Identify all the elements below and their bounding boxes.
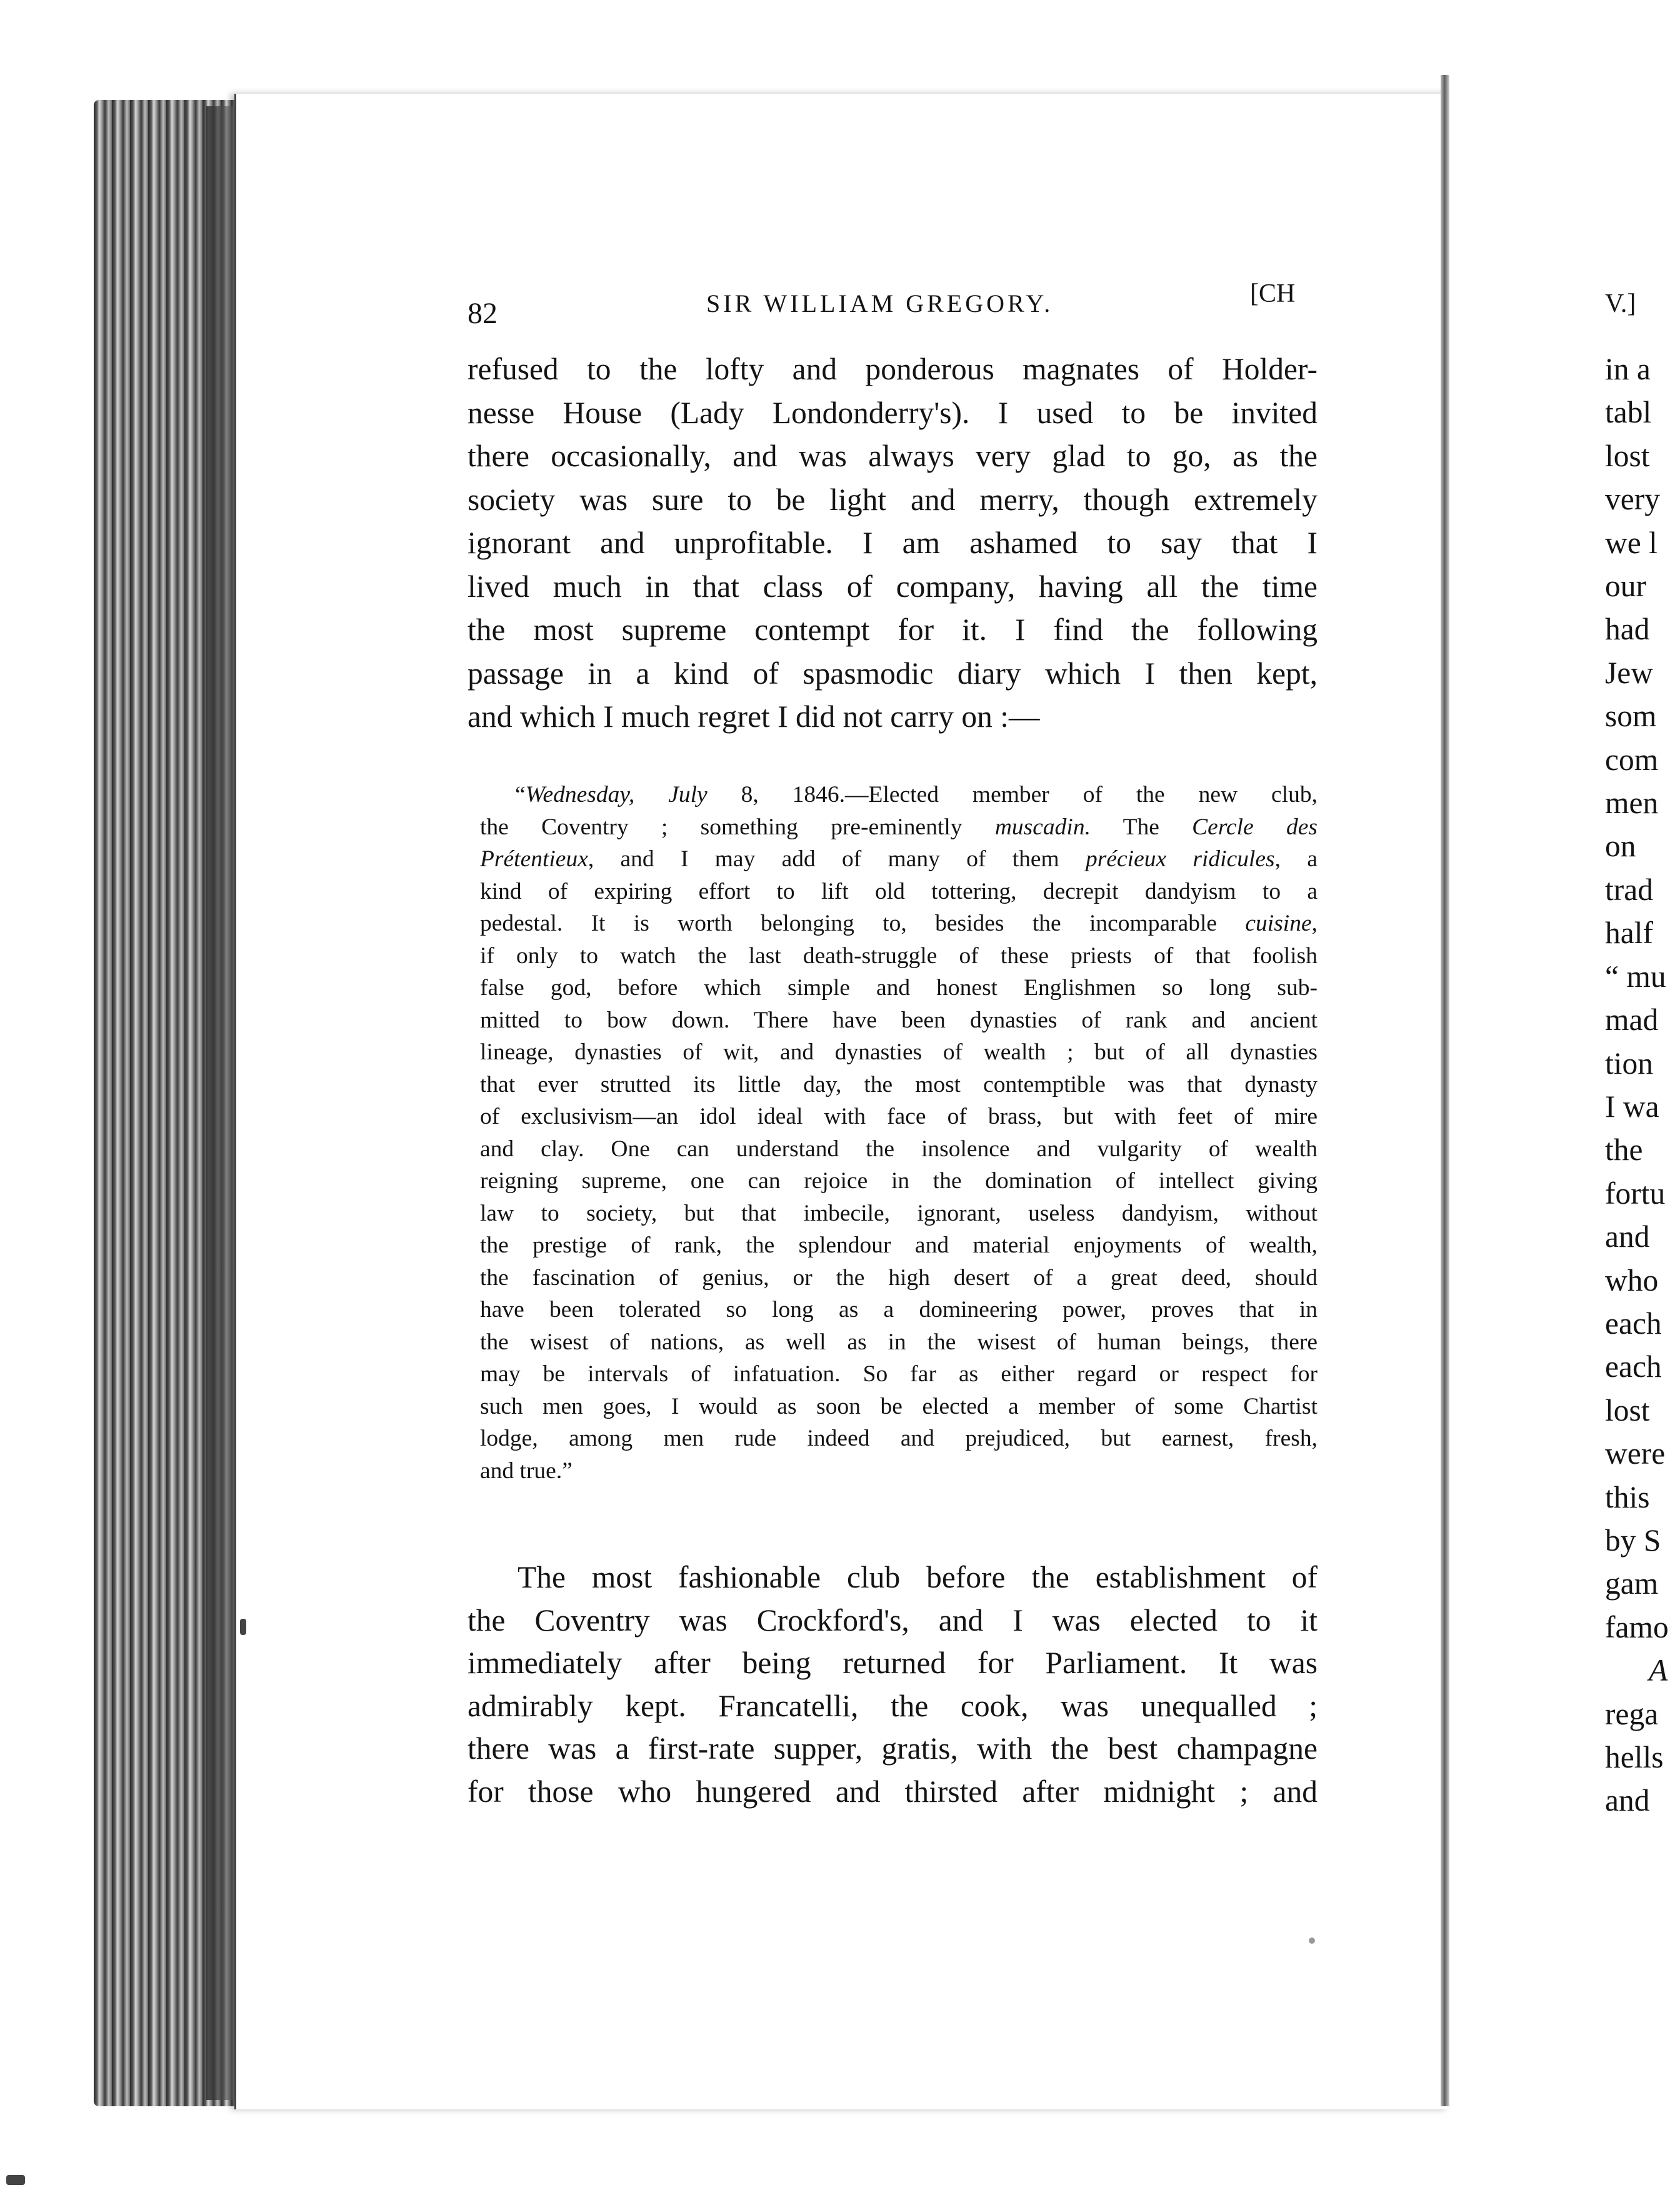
quote-text: pedestal. It is worth belonging to, besides the incomparable (480, 911, 1246, 936)
body-line: society was sure to be light and merry, though extremely (468, 482, 1318, 517)
quote-line: if only to watch the last death-struggle of these priests of that foolish (480, 942, 1318, 969)
quote-text: the Coventry ; something pre-eminently (480, 814, 995, 840)
fragment-line: half (1605, 916, 1653, 951)
quote-line (480, 811, 1318, 844)
quote-line: law to society, but that imbecile, ignorant, useless dandyism, without (480, 1200, 1318, 1226)
quote-line: and true.” (480, 1458, 572, 1484)
fragment-line: each (1605, 1349, 1662, 1384)
quote-text: , a (1274, 846, 1318, 872)
fragment-line: com (1605, 742, 1659, 777)
body-paragraph-2 (468, 1556, 1318, 1813)
quote-line (480, 843, 1318, 876)
body-line: refused to the lofty and ponderous magnates of Holder- (468, 352, 1318, 386)
fragment-line: famo (1605, 1609, 1669, 1644)
fragment-line: som (1605, 699, 1657, 734)
running-title: SIR WILLIAM GREGORY. (706, 289, 1054, 318)
quote-line: the wisest of nations, as well as in the wisest of human beings, there (480, 1329, 1318, 1355)
body-line: nesse House (Lady Londonderry's). I used to be invited (468, 395, 1318, 430)
page-number: 82 (468, 297, 498, 330)
quote-line: may be intervals of infatuation. So far as either regard or respect for (480, 1361, 1318, 1387)
fragment-line: rega (1605, 1696, 1659, 1731)
quote-text: , and I may add of many of them (588, 846, 1086, 872)
fragment-line: mad (1605, 1002, 1659, 1038)
quote-italic-text: muscadin. (994, 814, 1091, 840)
fragment-line: by S (1605, 1522, 1661, 1558)
body-line: for those who hungered and thirsted after midnight ; and (468, 1774, 1318, 1809)
fragment-line: lost (1605, 1392, 1650, 1428)
fragment-line: men (1605, 786, 1659, 821)
body-line: there occasionally, and was always very glad to go, as the (468, 439, 1318, 473)
body-line: lived much in that class of company, having all the time (468, 569, 1318, 604)
fragment-line: and (1605, 1783, 1650, 1818)
scan-speck (6, 2175, 25, 2185)
quote-line: the fascination of genius, or the high desert of a great deed, should (480, 1264, 1318, 1291)
fragment-line: very (1605, 482, 1660, 517)
body-paragraph-1 (468, 348, 1318, 739)
fragment-line: tabl (1605, 395, 1652, 430)
quote-line: the prestige of rank, the splendour and material enjoyments of wealth, (480, 1232, 1318, 1258)
quote-line: kind of expiring effort to lift old tottering, decrepit dandyism to a (480, 878, 1318, 904)
quote-line: lodge, among men rude indeed and prejudiced, but earnest, fresh, (480, 1426, 1318, 1451)
body-line: ignorant and unprofitable. I am ashamed to say that I (468, 526, 1318, 560)
quote-text: The (1090, 814, 1192, 840)
fragment-line: hells (1605, 1740, 1664, 1774)
fragment-line: fortu (1605, 1176, 1666, 1211)
quote-open-mark: “ (515, 782, 526, 808)
quote-line: false god, before which simple and honest Englishmen so long sub- (480, 975, 1318, 1001)
quote-date-rest: 8, 1846.—Elected member of the new club, (707, 782, 1318, 808)
body-line: and which I much regret I did not carry on :— (468, 699, 1040, 734)
fragment-line: our (1605, 569, 1646, 604)
fragment-line: on (1605, 829, 1636, 864)
fragment-line: A (1649, 1653, 1668, 1688)
right-chapter-mark: V.] (1605, 289, 1636, 318)
fragment-line: and (1605, 1219, 1650, 1254)
fragment-line: were (1605, 1436, 1666, 1471)
quote-line: that ever strutted its little day, the most contemptible was that dynasty (480, 1071, 1318, 1098)
fragment-line: tion (1605, 1046, 1654, 1081)
quote-italic-text: cuisine (1245, 911, 1312, 936)
fragment-line: Jew (1605, 655, 1653, 690)
fragment-line: in a (1605, 352, 1651, 386)
fragment-line: who (1605, 1262, 1659, 1298)
body-line: the most supreme contempt for it. I find the following (468, 612, 1318, 647)
chapter-mark: [CH (1250, 279, 1296, 308)
quote-italic-text: Cercle des (1192, 814, 1318, 840)
quote-line (480, 779, 1318, 811)
right-page-text-fragments (1605, 348, 1680, 1822)
quote-text: , (1311, 911, 1318, 936)
quote-line: such men goes, I would as soon be elected a member of some Chartist (480, 1393, 1318, 1419)
fragment-line: lost (1605, 438, 1650, 473)
body-line: passage in a kind of spasmodic diary which I then kept, (468, 656, 1318, 691)
quote-italic-text: Prétentieux (480, 846, 588, 872)
fragment-line: the (1605, 1132, 1643, 1168)
fragment-line: I wa (1605, 1089, 1659, 1124)
fragment-line: each (1605, 1306, 1662, 1341)
fragment-line: “ mu (1605, 959, 1666, 994)
quote-line: and clay. One can understand the insolence and vulgarity of wealth (480, 1136, 1318, 1162)
quote-line: have been tolerated so long as a domineering power, proves that in (480, 1297, 1318, 1322)
diary-quotation (480, 779, 1318, 1487)
gutter (1441, 75, 1449, 2106)
fragment-line: trad (1605, 872, 1653, 907)
quote-italic-text: précieux ridicules (1086, 846, 1275, 872)
quote-line (480, 908, 1318, 940)
scan-speck (1309, 1938, 1315, 1944)
body-line: immediately after being returned for Parliament. It was (468, 1646, 1318, 1680)
quote-date-weekday: Wednesday, July (525, 782, 708, 808)
fragment-line: had (1605, 612, 1650, 647)
body-line: there was a first-rate supper, gratis, with the best champagne (468, 1731, 1318, 1766)
quote-line: of exclusivism—an idol ideal with face of brass, but with feet of mire (480, 1104, 1318, 1129)
fragment-line: gam (1605, 1566, 1659, 1601)
body-line: admirably kept. Francatelli, the cook, was unequalled ; (468, 1688, 1318, 1723)
fragment-line: this (1605, 1479, 1650, 1514)
scan-speck (240, 1619, 246, 1635)
body-line: The most fashionable club before the establishment of (518, 1560, 1318, 1594)
body-line: the Coventry was Crockford's, and I was elected to it (468, 1602, 1318, 1638)
quote-line: lineage, dynasties of wit, and dynasties of wealth ; but of all dynasties (480, 1039, 1318, 1065)
fragment-line: we l (1605, 525, 1658, 560)
quote-line: reigning supreme, one can rejoice in the domination of intellect giving (480, 1168, 1318, 1194)
quote-line: mitted to bow down. There have been dynasties of rank and ancient (480, 1007, 1318, 1033)
